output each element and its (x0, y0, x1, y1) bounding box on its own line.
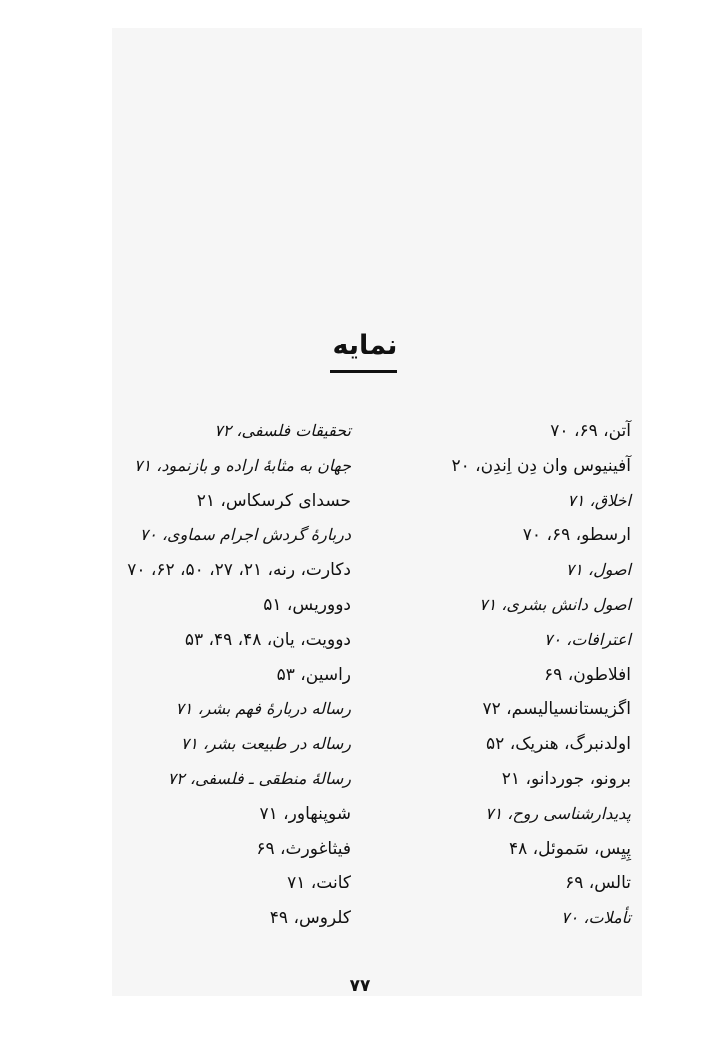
index-entry: اصول دانش بشری، ۷۱ (478, 594, 631, 614)
index-entry: اعترافات، ۷۰ (543, 629, 631, 649)
index-entry: آتن، ۶۹، ۷۰ (550, 421, 631, 441)
index-entry: فیثاغورث، ۶۹ (256, 838, 351, 859)
index-entry: کلروس، ۴۹ (269, 908, 351, 929)
index-entry: اگزیستانسیالیسم، ۷۲ (482, 699, 631, 720)
index-entry: برونو، جوردانو، ۲۱ (501, 768, 631, 789)
index-entry: پِیِس، سَموئل، ۴۸ (508, 838, 631, 859)
page-number: ۷۷ (349, 976, 371, 996)
index-entry: دکارت، رنه، ۲۱، ۲۷، ۵۰، ۶۲، ۷۰ (127, 560, 351, 581)
index-entry: جهان به مثابهٔ اراده و بازنمود، ۷۱ (133, 455, 351, 475)
index-entry: شوپنهاور، ۷۱ (259, 803, 351, 824)
index-entry: دربارهٔ گردش اجرام سماوی، ۷۰ (139, 525, 351, 545)
index-entry: افلاطون، ۶۹ (544, 664, 631, 685)
index-entry: دوویت، یان، ۴۸، ۴۹، ۵۳ (184, 629, 351, 650)
index-column-right (331, 414, 631, 936)
index-entry: آفینیوس وان دِن اِندِن، ۲۰ (451, 455, 631, 476)
index-entry: اخلاق، ۷۱ (567, 490, 631, 510)
index-entry: تأملات، ۷۰ (561, 908, 631, 928)
index-entry: اولدنبرگ، هنریک، ۵۲ (486, 734, 631, 755)
index-entry: حسدای کرسکاس، ۲۱ (196, 490, 351, 511)
title-underline (330, 370, 397, 373)
index-column-left (91, 414, 351, 936)
index-entry: دووریس، ۵۱ (263, 594, 351, 615)
index-entry: رسالهٔ منطقی ـ فلسفی، ۷۲ (167, 768, 351, 788)
index-title: نمایه (332, 330, 398, 361)
index-entry: راسین، ۵۳ (276, 664, 351, 685)
index-entry: رساله در طبیعت بشر، ۷۱ (180, 734, 351, 754)
index-entry: رساله دربارهٔ فهم بشر، ۷۱ (175, 699, 351, 719)
index-entry: اصول، ۷۱ (565, 560, 631, 580)
index-entry: تالس، ۶۹ (565, 873, 631, 894)
index-entry: تحقیقات فلسفی، ۷۲ (214, 421, 351, 440)
index-entry: ارسطو، ۶۹، ۷۰ (522, 525, 631, 546)
index-entry: کانت، ۷۱ (287, 873, 351, 894)
index-entry: پدیدارشناسی روح، ۷۱ (484, 803, 631, 823)
